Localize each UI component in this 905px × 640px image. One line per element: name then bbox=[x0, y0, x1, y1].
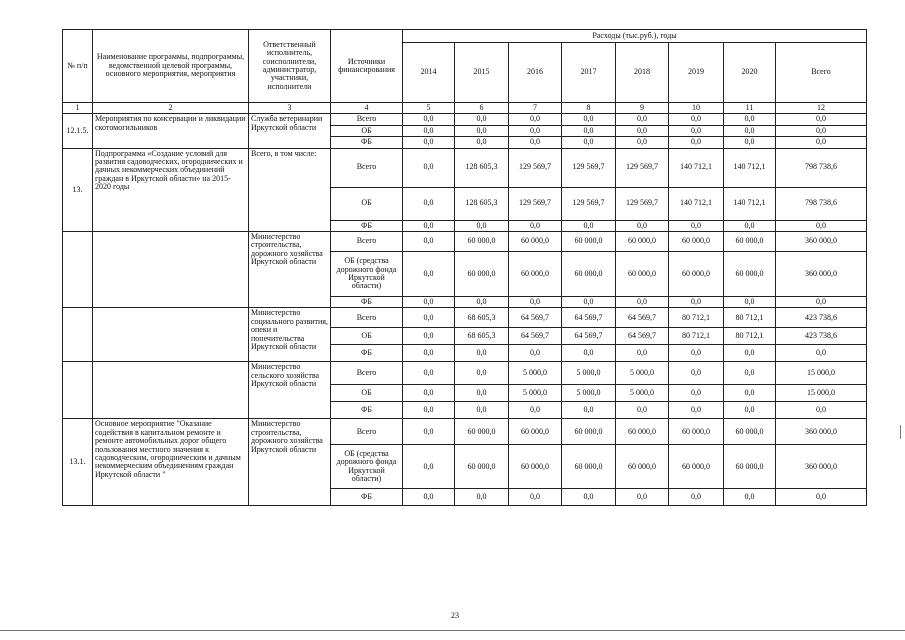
amount-cell: 60 000,0 bbox=[724, 445, 776, 489]
amount-cell: 60 000,0 bbox=[669, 231, 724, 251]
amount-cell: 0,0 bbox=[455, 385, 509, 402]
scan-edge-tick bbox=[900, 425, 901, 439]
funding-source: ФБ bbox=[331, 220, 403, 231]
col-index: 7 bbox=[509, 103, 562, 114]
amount-cell: 0,0 bbox=[616, 114, 669, 125]
header-num: № п/п bbox=[63, 30, 93, 103]
amount-cell: 140 712,1 bbox=[669, 148, 724, 187]
program-name: Подпрограмма «Создание условий для развития садоводческих, огороднических и дачных некоммерческих объединений граждан в Иркутской области» на 2015-2020 годы bbox=[93, 148, 249, 231]
amount-cell: 0,0 bbox=[455, 296, 509, 307]
amount-cell: 0,0 bbox=[616, 125, 669, 136]
amount-cell: 0,0 bbox=[616, 137, 669, 148]
amount-cell: 0,0 bbox=[509, 345, 562, 362]
amount-cell: 0,0 bbox=[403, 251, 455, 296]
amount-cell: 0,0 bbox=[724, 125, 776, 136]
amount-cell: 60 000,0 bbox=[669, 419, 724, 445]
amount-cell: 5 000,0 bbox=[509, 362, 562, 385]
amount-cell: 0,0 bbox=[616, 296, 669, 307]
funding-source: ОБ bbox=[331, 125, 403, 136]
total-cell: 0,0 bbox=[776, 489, 867, 506]
table-row bbox=[63, 362, 867, 385]
amount-cell: 60 000,0 bbox=[724, 419, 776, 445]
col-index: 9 bbox=[616, 103, 669, 114]
row-number bbox=[63, 231, 93, 307]
header-responsible: Ответственный исполнитель, соисполнители, администратор, участники, исполнители bbox=[249, 30, 331, 103]
amount-cell: 60 000,0 bbox=[509, 231, 562, 251]
amount-cell: 64 569,7 bbox=[562, 328, 616, 345]
amount-cell: 0,0 bbox=[669, 345, 724, 362]
header-year: 2018 bbox=[616, 43, 669, 103]
table-row bbox=[63, 308, 867, 328]
amount-cell: 0,0 bbox=[455, 362, 509, 385]
amount-cell: 60 000,0 bbox=[724, 231, 776, 251]
col-index: 1 bbox=[63, 103, 93, 114]
amount-cell: 0,0 bbox=[616, 489, 669, 506]
amount-cell: 0,0 bbox=[403, 137, 455, 148]
amount-cell: 0,0 bbox=[403, 308, 455, 328]
amount-cell: 5 000,0 bbox=[562, 385, 616, 402]
amount-cell: 5 000,0 bbox=[616, 385, 669, 402]
total-cell: 0,0 bbox=[776, 220, 867, 231]
program-name bbox=[93, 231, 249, 307]
amount-cell: 0,0 bbox=[403, 114, 455, 125]
amount-cell: 0,0 bbox=[724, 137, 776, 148]
amount-cell: 60 000,0 bbox=[509, 251, 562, 296]
amount-cell: 129 569,7 bbox=[562, 148, 616, 187]
amount-cell: 60 000,0 bbox=[455, 231, 509, 251]
total-cell: 360 000,0 bbox=[776, 445, 867, 489]
header-expenses: Расходы (тыс.руб.), годы bbox=[403, 30, 867, 43]
amount-cell: 0,0 bbox=[455, 402, 509, 419]
amount-cell: 0,0 bbox=[403, 125, 455, 136]
responsible-executor: Служба ветеринарии Иркутской области bbox=[249, 114, 331, 148]
amount-cell: 60 000,0 bbox=[616, 445, 669, 489]
amount-cell: 0,0 bbox=[724, 385, 776, 402]
amount-cell: 0,0 bbox=[669, 362, 724, 385]
amount-cell: 0,0 bbox=[455, 114, 509, 125]
col-index: 10 bbox=[669, 103, 724, 114]
amount-cell: 0,0 bbox=[562, 137, 616, 148]
amount-cell: 140 712,1 bbox=[669, 187, 724, 220]
page-number: 23 bbox=[451, 611, 459, 620]
amount-cell: 0,0 bbox=[616, 402, 669, 419]
amount-cell: 64 569,7 bbox=[616, 328, 669, 345]
amount-cell: 128 605,3 bbox=[455, 148, 509, 187]
amount-cell: 0,0 bbox=[455, 125, 509, 136]
amount-cell: 0,0 bbox=[724, 489, 776, 506]
total-cell: 423 738,6 bbox=[776, 308, 867, 328]
amount-cell: 128 605,3 bbox=[455, 187, 509, 220]
amount-cell: 60 000,0 bbox=[562, 231, 616, 251]
amount-cell: 0,0 bbox=[562, 125, 616, 136]
funding-source: ОБ bbox=[331, 328, 403, 345]
amount-cell: 64 569,7 bbox=[562, 308, 616, 328]
amount-cell: 0,0 bbox=[403, 362, 455, 385]
program-name: Мероприятия по консервации и ликвидации скотомогильников bbox=[93, 114, 249, 148]
funding-source: ОБ (средства дорожного фонда Иркутской области) bbox=[331, 445, 403, 489]
col-index: 4 bbox=[331, 103, 403, 114]
funding-source: ФБ bbox=[331, 296, 403, 307]
funding-source: ОБ (средства дорожного фонда Иркутской области) bbox=[331, 251, 403, 296]
total-cell: 0,0 bbox=[776, 296, 867, 307]
amount-cell: 0,0 bbox=[403, 345, 455, 362]
total-cell: 360 000,0 bbox=[776, 419, 867, 445]
amount-cell: 0,0 bbox=[403, 148, 455, 187]
amount-cell: 0,0 bbox=[562, 402, 616, 419]
amount-cell: 68 605,3 bbox=[455, 308, 509, 328]
amount-cell: 60 000,0 bbox=[455, 445, 509, 489]
amount-cell: 60 000,0 bbox=[455, 419, 509, 445]
table-row bbox=[63, 231, 867, 251]
funding-source: Всего bbox=[331, 419, 403, 445]
amount-cell: 0,0 bbox=[562, 296, 616, 307]
responsible-executor: Министерство социального развития, опеки и попечительства Иркутской области bbox=[249, 308, 331, 362]
amount-cell: 129 569,7 bbox=[616, 187, 669, 220]
amount-cell: 0,0 bbox=[403, 296, 455, 307]
amount-cell: 60 000,0 bbox=[616, 231, 669, 251]
amount-cell: 80 712,1 bbox=[724, 328, 776, 345]
total-cell: 15 000,0 bbox=[776, 385, 867, 402]
amount-cell: 60 000,0 bbox=[669, 251, 724, 296]
amount-cell: 0,0 bbox=[562, 489, 616, 506]
col-index: 5 bbox=[403, 103, 455, 114]
amount-cell: 0,0 bbox=[669, 220, 724, 231]
table-row bbox=[63, 148, 867, 187]
amount-cell: 0,0 bbox=[616, 345, 669, 362]
amount-cell: 0,0 bbox=[403, 385, 455, 402]
col-index: 6 bbox=[455, 103, 509, 114]
amount-cell: 129 569,7 bbox=[509, 148, 562, 187]
total-cell: 0,0 bbox=[776, 345, 867, 362]
table-body bbox=[63, 114, 867, 506]
total-cell: 0,0 bbox=[776, 402, 867, 419]
funding-source: ФБ bbox=[331, 345, 403, 362]
amount-cell: 60 000,0 bbox=[455, 251, 509, 296]
col-index: 8 bbox=[562, 103, 616, 114]
table-header bbox=[63, 30, 867, 114]
header-year: 2017 bbox=[562, 43, 616, 103]
amount-cell: 68 605,3 bbox=[455, 328, 509, 345]
amount-cell: 129 569,7 bbox=[562, 187, 616, 220]
funding-source: Всего bbox=[331, 148, 403, 187]
header-year: 2019 bbox=[669, 43, 724, 103]
amount-cell: 0,0 bbox=[669, 114, 724, 125]
amount-cell: 0,0 bbox=[509, 114, 562, 125]
amount-cell: 0,0 bbox=[724, 114, 776, 125]
amount-cell: 60 000,0 bbox=[562, 419, 616, 445]
amount-cell: 5 000,0 bbox=[616, 362, 669, 385]
total-cell: 0,0 bbox=[776, 125, 867, 136]
amount-cell: 0,0 bbox=[403, 328, 455, 345]
funding-source: ОБ bbox=[331, 385, 403, 402]
amount-cell: 0,0 bbox=[724, 402, 776, 419]
amount-cell: 0,0 bbox=[724, 345, 776, 362]
total-cell: 798 738,6 bbox=[776, 187, 867, 220]
header-name: Наименование программы, подпрограммы, ведомственной целевой программы, основного мероприятия, мероприятия bbox=[93, 30, 249, 103]
amount-cell: 60 000,0 bbox=[724, 251, 776, 296]
total-cell: 360 000,0 bbox=[776, 251, 867, 296]
funding-source: Всего bbox=[331, 362, 403, 385]
amount-cell: 0,0 bbox=[669, 402, 724, 419]
row-number: 13. bbox=[63, 148, 93, 231]
amount-cell: 0,0 bbox=[403, 220, 455, 231]
amount-cell: 0,0 bbox=[403, 489, 455, 506]
responsible-executor: Всего, в том числе: bbox=[249, 148, 331, 231]
scan-edge-line bbox=[0, 630, 905, 631]
amount-cell: 0,0 bbox=[616, 220, 669, 231]
header-year: 2020 bbox=[724, 43, 776, 103]
amount-cell: 0,0 bbox=[509, 125, 562, 136]
header-total: Всего bbox=[776, 43, 867, 103]
amount-cell: 60 000,0 bbox=[669, 445, 724, 489]
total-cell: 798 738,6 bbox=[776, 148, 867, 187]
amount-cell: 0,0 bbox=[562, 114, 616, 125]
row-number: 13.1. bbox=[63, 419, 93, 506]
amount-cell: 60 000,0 bbox=[509, 445, 562, 489]
total-cell: 423 738,6 bbox=[776, 328, 867, 345]
program-name bbox=[93, 362, 249, 419]
header-year: 2016 bbox=[509, 43, 562, 103]
amount-cell: 0,0 bbox=[724, 220, 776, 231]
amount-cell: 0,0 bbox=[669, 296, 724, 307]
funding-source: ФБ bbox=[331, 137, 403, 148]
funding-source: ОБ bbox=[331, 187, 403, 220]
amount-cell: 80 712,1 bbox=[724, 308, 776, 328]
col-index: 11 bbox=[724, 103, 776, 114]
amount-cell: 0,0 bbox=[509, 137, 562, 148]
amount-cell: 0,0 bbox=[724, 296, 776, 307]
amount-cell: 64 569,7 bbox=[509, 308, 562, 328]
amount-cell: 0,0 bbox=[562, 345, 616, 362]
responsible-executor: Министерство строительства, дорожного хозяйства Иркутской области bbox=[249, 419, 331, 506]
total-cell: 15 000,0 bbox=[776, 362, 867, 385]
table-row bbox=[63, 114, 867, 125]
amount-cell: 0,0 bbox=[403, 231, 455, 251]
amount-cell: 0,0 bbox=[724, 362, 776, 385]
column-index-row bbox=[63, 103, 867, 114]
amount-cell: 64 569,7 bbox=[616, 308, 669, 328]
total-cell: 0,0 bbox=[776, 114, 867, 125]
total-cell: 360 000,0 bbox=[776, 231, 867, 251]
amount-cell: 129 569,7 bbox=[509, 187, 562, 220]
col-index: 3 bbox=[249, 103, 331, 114]
amount-cell: 60 000,0 bbox=[509, 419, 562, 445]
amount-cell: 80 712,1 bbox=[669, 308, 724, 328]
amount-cell: 5 000,0 bbox=[562, 362, 616, 385]
amount-cell: 0,0 bbox=[669, 489, 724, 506]
amount-cell: 60 000,0 bbox=[562, 251, 616, 296]
amount-cell: 0,0 bbox=[509, 296, 562, 307]
amount-cell: 0,0 bbox=[455, 489, 509, 506]
amount-cell: 0,0 bbox=[403, 187, 455, 220]
amount-cell: 0,0 bbox=[669, 125, 724, 136]
budget-table-frame bbox=[62, 29, 866, 506]
amount-cell: 129 569,7 bbox=[616, 148, 669, 187]
amount-cell: 5 000,0 bbox=[509, 385, 562, 402]
amount-cell: 0,0 bbox=[455, 345, 509, 362]
funding-source: ФБ bbox=[331, 402, 403, 419]
col-index: 12 bbox=[776, 103, 867, 114]
budget-table bbox=[62, 29, 867, 506]
responsible-executor: Министерство сельского хозяйства Иркутской области bbox=[249, 362, 331, 419]
funding-source: ФБ bbox=[331, 489, 403, 506]
row-number bbox=[63, 308, 93, 362]
table-row bbox=[63, 419, 867, 445]
program-name bbox=[93, 308, 249, 362]
amount-cell: 0,0 bbox=[509, 220, 562, 231]
funding-source: Всего bbox=[331, 231, 403, 251]
amount-cell: 0,0 bbox=[455, 220, 509, 231]
row-number: 12.1.5. bbox=[63, 114, 93, 148]
total-cell: 0,0 bbox=[776, 137, 867, 148]
amount-cell: 0,0 bbox=[562, 220, 616, 231]
amount-cell: 64 569,7 bbox=[509, 328, 562, 345]
header-source: Источники финансирования bbox=[331, 30, 403, 103]
amount-cell: 0,0 bbox=[403, 402, 455, 419]
amount-cell: 0,0 bbox=[403, 419, 455, 445]
amount-cell: 0,0 bbox=[403, 445, 455, 489]
amount-cell: 80 712,1 bbox=[669, 328, 724, 345]
header-year: 2014 bbox=[403, 43, 455, 103]
amount-cell: 60 000,0 bbox=[616, 419, 669, 445]
amount-cell: 60 000,0 bbox=[562, 445, 616, 489]
amount-cell: 140 712,1 bbox=[724, 187, 776, 220]
amount-cell: 0,0 bbox=[509, 402, 562, 419]
program-name: Основное мероприятие "Оказание содействия в капитальном ремонте и ремонте автомобильных дорог общего пользования местного значения к садоводческим, огородническим и дачным некоммерческим объединениям граждан Иркутской области " bbox=[93, 419, 249, 506]
amount-cell: 140 712,1 bbox=[724, 148, 776, 187]
amount-cell: 0,0 bbox=[669, 137, 724, 148]
amount-cell: 0,0 bbox=[509, 489, 562, 506]
responsible-executor: Министерство строительства, дорожного хозяйства Иркутской области bbox=[249, 231, 331, 307]
funding-source: Всего bbox=[331, 308, 403, 328]
funding-source: Всего bbox=[331, 114, 403, 125]
col-index: 2 bbox=[93, 103, 249, 114]
amount-cell: 0,0 bbox=[669, 385, 724, 402]
header-year: 2015 bbox=[455, 43, 509, 103]
amount-cell: 0,0 bbox=[455, 137, 509, 148]
amount-cell: 60 000,0 bbox=[616, 251, 669, 296]
row-number bbox=[63, 362, 93, 419]
